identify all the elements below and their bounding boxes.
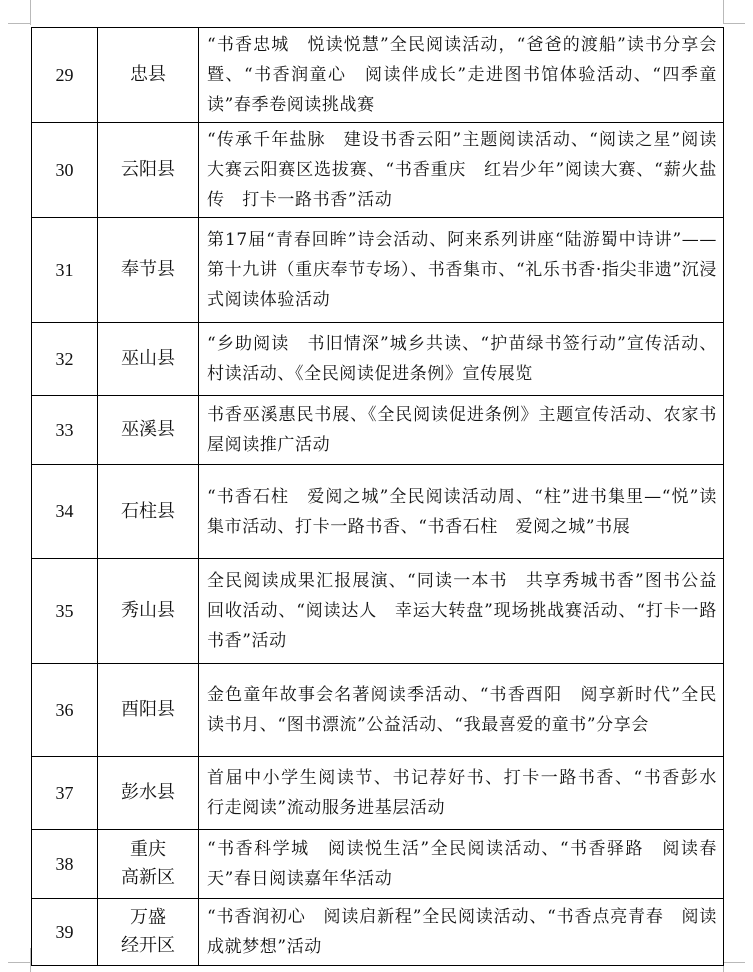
activity-description: 全民阅读成果汇报展演、“同读一本书 共享秀城书香”图书公益回收活动、“阅读达人 幸运大转盘”现场挑战赛活动、“打卡一路书香”活动 xyxy=(199,559,724,664)
activity-description: “乡助阅读 书旧情深”城乡共读、“护苗绿书签行动”宣传活动、村读活动、《全民阅读促进条例》宣传展览 xyxy=(199,323,724,396)
row-number: 38 xyxy=(32,830,98,899)
table-row xyxy=(32,664,724,757)
county-name: 重庆 高新区 xyxy=(98,830,199,899)
table-row xyxy=(32,830,724,899)
row-number: 31 xyxy=(32,218,98,323)
row-number: 35 xyxy=(32,559,98,664)
page-corner-mark xyxy=(8,23,30,24)
county-name: 秀山县 xyxy=(98,559,199,664)
page-corner-mark xyxy=(723,0,724,24)
page-corner-mark xyxy=(723,23,745,24)
page-corner-mark xyxy=(30,0,31,25)
row-number: 37 xyxy=(32,757,98,830)
activity-description: “书香石柱 爱阅之城”全民阅读活动周、“柱”进书集里—“悦”读集市活动、打卡一路书香、“书香石柱 爱阅之城”书展 xyxy=(199,465,724,559)
county-name: 酉阳县 xyxy=(98,664,199,757)
county-name: 万盛 经开区 xyxy=(98,899,199,966)
activity-description: 书香巫溪惠民书展、《全民阅读促进条例》主题宣传活动、农家书屋阅读推广活动 xyxy=(199,396,724,465)
row-number: 36 xyxy=(32,664,98,757)
county-name: 云阳县 xyxy=(98,123,199,218)
row-number: 30 xyxy=(32,123,98,218)
table-row xyxy=(32,28,724,123)
row-number: 33 xyxy=(32,396,98,465)
table-row xyxy=(32,396,724,465)
county-name: 奉节县 xyxy=(98,218,199,323)
county-name: 忠县 xyxy=(98,28,199,123)
activity-description: “书香忠城 悦读悦慧”全民阅读活动，“爸爸的渡船”读书分享会暨、“书香润童心 阅读伴成长”走进图书馆体验活动、“四季童读”春季卷阅读挑战赛 xyxy=(199,28,724,123)
table-row xyxy=(32,899,724,966)
table-row xyxy=(32,757,724,830)
table-row xyxy=(32,218,724,323)
row-number: 29 xyxy=(32,28,98,123)
county-name: 巫溪县 xyxy=(98,396,199,465)
table-row xyxy=(32,559,724,664)
activity-description: “书香科学城 阅读悦生活”全民阅读活动、“书香驿路 阅读春天”春日阅读嘉年华活动 xyxy=(199,830,724,899)
county-name: 石柱县 xyxy=(98,465,199,559)
table-row xyxy=(32,123,724,218)
activity-description: “书香润初心 阅读启新程”全民阅读活动、“书香点亮青春 阅读成就梦想”活动 xyxy=(199,899,724,966)
activity-description: 金色童年故事会名著阅读季活动、“书香酉阳 阅享新时代”全民读书月、“图书漂流”公益活动、“我最喜爱的童书”分享会 xyxy=(199,664,724,757)
county-name: 巫山县 xyxy=(98,323,199,396)
activity-description: 首届中小学生阅读节、书记荐好书、打卡一路书香、“书香彭水 行走阅读”流动服务进基层活动 xyxy=(199,757,724,830)
page-corner-mark xyxy=(723,962,745,963)
activity-table xyxy=(31,27,735,966)
page-corner-mark xyxy=(8,962,30,963)
activity-description: “传承千年盐脉 建设书香云阳”主题阅读活动、“阅读之星”阅读大赛云阳赛区选拔赛、“书香重庆 红岩少年”阅读大赛、“薪火盐传 打卡一路书香”活动 xyxy=(199,123,724,218)
activity-description: 第17届“青春回眸”诗会活动、阿来系列讲座“陆游蜀中诗讲”——第十九讲（重庆奉节专场）、书香集市、“礼乐书香·指尖非遗”沉浸式阅读体验活动 xyxy=(199,218,724,323)
county-name: 彭水县 xyxy=(98,757,199,830)
table-row xyxy=(32,465,724,559)
table-row xyxy=(32,323,724,396)
row-number: 32 xyxy=(32,323,98,396)
row-number: 34 xyxy=(32,465,98,559)
row-number: 39 xyxy=(32,899,98,966)
